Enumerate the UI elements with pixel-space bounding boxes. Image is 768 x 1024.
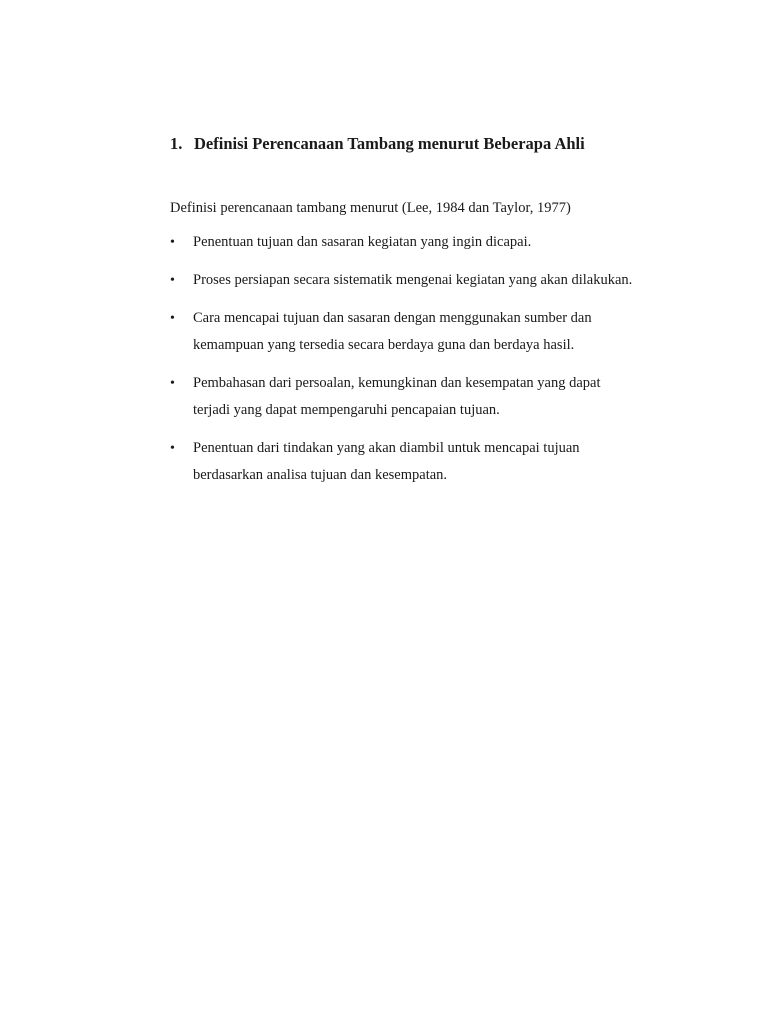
bullet-icon: •: [170, 376, 175, 391]
bullet-icon: •: [170, 441, 175, 456]
list-item-text: Penentuan dari tindakan yang akan diambil untuk mencapai tujuan berdasarkan analisa tujuan dan kesempatan.: [193, 440, 580, 483]
list-item: [170, 267, 640, 294]
list-item: [170, 435, 640, 489]
list-item: [170, 370, 640, 424]
list-item: [170, 305, 640, 359]
intro-paragraph: Definisi perencanaan tambang menurut (Lee, 1984 dan Taylor, 1977): [170, 200, 571, 216]
list-item-text: Cara mencapai tujuan dan sasaran dengan menggunakan sumber dan kemampuan yang tersedia secara berdaya guna dan berdaya hasil.: [193, 310, 592, 353]
list-item-text: Proses persiapan secara sistematik mengenai kegiatan yang akan dilakukan.: [193, 272, 633, 288]
section-title: Definisi Perencanaan Tambang menurut Beberapa Ahli: [194, 134, 585, 153]
definition-list: [170, 229, 640, 500]
bullet-icon: •: [170, 273, 175, 288]
list-item: [170, 229, 640, 256]
bullet-icon: •: [170, 235, 175, 250]
bullet-icon: •: [170, 311, 175, 326]
section-number: 1.: [170, 134, 183, 153]
list-item-text: Pembahasan dari persoalan, kemungkinan dan kesempatan yang dapat terjadi yang dapat mempengaruhi pencapaian tujuan.: [193, 375, 601, 418]
section-heading: [170, 134, 585, 154]
list-item-text: Penentuan tujuan dan sasaran kegiatan yang ingin dicapai.: [193, 234, 532, 250]
